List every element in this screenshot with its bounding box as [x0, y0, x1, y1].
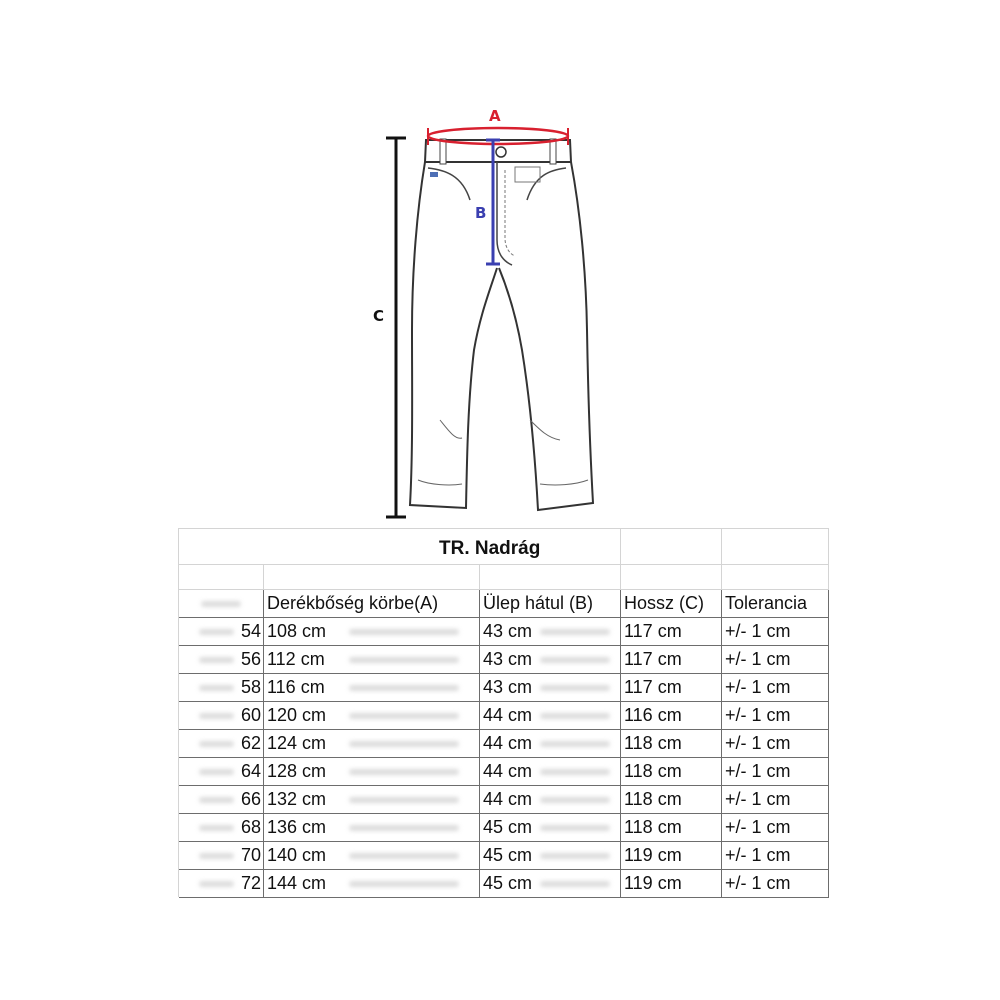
- header-size: [179, 590, 264, 617]
- waist-cell: 124 cm: [264, 730, 480, 757]
- seat-cell: 45 cm: [480, 814, 621, 841]
- table-row: [179, 842, 829, 870]
- tolerance-cell: +/- 1 cm: [722, 618, 829, 645]
- length-cell: 117 cm: [621, 618, 722, 645]
- table-row: [179, 758, 829, 786]
- measure-b-label: B: [475, 204, 487, 222]
- tolerance-cell: +/- 1 cm: [722, 814, 829, 841]
- length-cell: 116 cm: [621, 702, 722, 729]
- waist-cell: 140 cm: [264, 842, 480, 869]
- table-header-row: [179, 590, 829, 618]
- header-waist: Derékbőség körbe(A): [264, 590, 480, 617]
- waist-cell: 108 cm: [264, 618, 480, 645]
- size-cell: 66: [179, 786, 264, 813]
- header-length: Hossz (C): [621, 590, 722, 617]
- seat-cell: 44 cm: [480, 702, 621, 729]
- length-cell: 118 cm: [621, 730, 722, 757]
- tolerance-cell: +/- 1 cm: [722, 758, 829, 785]
- size-cell: 68: [179, 814, 264, 841]
- table-row: [179, 702, 829, 730]
- header-seat: Ülep hátul (B): [480, 590, 621, 617]
- tolerance-cell: +/- 1 cm: [722, 786, 829, 813]
- length-cell: 117 cm: [621, 674, 722, 701]
- size-cell: 60: [179, 702, 264, 729]
- length-cell: 118 cm: [621, 814, 722, 841]
- length-cell: 118 cm: [621, 786, 722, 813]
- seat-cell: 44 cm: [480, 758, 621, 785]
- waist-cell: 116 cm: [264, 674, 480, 701]
- table-spacer-row: [179, 565, 829, 590]
- measure-a-label: A: [489, 107, 501, 125]
- waist-cell: 120 cm: [264, 702, 480, 729]
- tolerance-cell: +/- 1 cm: [722, 646, 829, 673]
- tolerance-cell: +/- 1 cm: [722, 730, 829, 757]
- tolerance-cell: +/- 1 cm: [722, 870, 829, 897]
- tolerance-cell: +/- 1 cm: [722, 702, 829, 729]
- waist-cell: 128 cm: [264, 758, 480, 785]
- waist-cell: 136 cm: [264, 814, 480, 841]
- table-row: [179, 814, 829, 842]
- table-title-row: [179, 529, 829, 565]
- length-cell: 117 cm: [621, 646, 722, 673]
- waist-cell: 112 cm: [264, 646, 480, 673]
- table-row: [179, 646, 829, 674]
- seat-cell: 44 cm: [480, 786, 621, 813]
- size-cell: 72: [179, 870, 264, 897]
- measure-c-label: C: [373, 307, 385, 325]
- tolerance-cell: +/- 1 cm: [722, 842, 829, 869]
- table-title: TR. Nadrág: [439, 538, 541, 559]
- seat-cell: 43 cm: [480, 646, 621, 673]
- length-cell: 119 cm: [621, 842, 722, 869]
- table-row: [179, 674, 829, 702]
- table-row: [179, 786, 829, 814]
- seat-cell: 43 cm: [480, 618, 621, 645]
- waist-cell: 132 cm: [264, 786, 480, 813]
- size-cell: 64: [179, 758, 264, 785]
- length-cell: 118 cm: [621, 758, 722, 785]
- header-tolerance: Tolerancia: [722, 590, 829, 617]
- size-cell: 62: [179, 730, 264, 757]
- seat-cell: 44 cm: [480, 730, 621, 757]
- seat-cell: 45 cm: [480, 842, 621, 869]
- seat-cell: 43 cm: [480, 674, 621, 701]
- size-cell: 70: [179, 842, 264, 869]
- size-cell: 54: [179, 618, 264, 645]
- length-cell: 119 cm: [621, 870, 722, 897]
- size-cell: 58: [179, 674, 264, 701]
- tolerance-cell: +/- 1 cm: [722, 674, 829, 701]
- size-cell: 56: [179, 646, 264, 673]
- table-row: [179, 870, 829, 898]
- waist-cell: 144 cm: [264, 870, 480, 897]
- table-row: [179, 730, 829, 758]
- size-table: [178, 528, 829, 897]
- table-row: [179, 618, 829, 646]
- seat-cell: 45 cm: [480, 870, 621, 897]
